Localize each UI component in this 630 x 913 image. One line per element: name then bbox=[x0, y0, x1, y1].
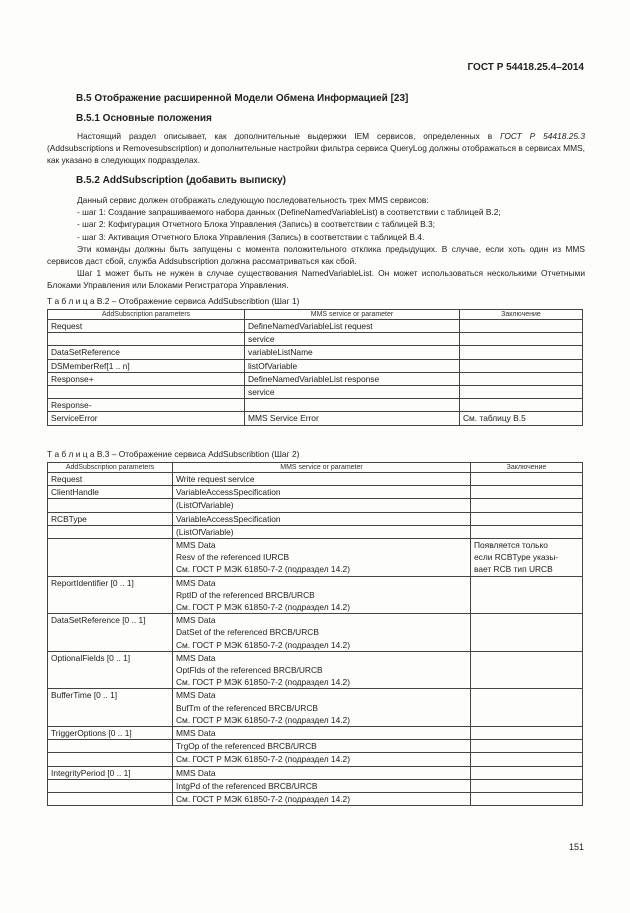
table-cell bbox=[48, 779, 173, 792]
table-cell: См. ГОСТ Р МЭК 61850-7-2 (подраздел 14.2) bbox=[173, 793, 471, 806]
table-row bbox=[48, 576, 583, 614]
table-b2-caption: Т а б л и ц а В.2 – Отображение сервиса AddSubscribtion (Шаг 1) bbox=[47, 296, 300, 306]
table-row bbox=[48, 399, 583, 412]
table-row bbox=[48, 346, 583, 359]
table-cell: MMS Data bbox=[173, 727, 471, 740]
table-cell: DSMemberRef[1 .. n] bbox=[48, 359, 245, 372]
b52-line: - шаг 1: Создание запрашиваемого набора данных (DefineNamedVariableList) в соответствии с таблицей В.2; bbox=[77, 207, 501, 218]
table-cell bbox=[471, 473, 583, 486]
table-cell: TrgOp of the referenced BRCB/URCB bbox=[173, 740, 471, 753]
table-cell: DefineNamedVariableList response bbox=[245, 372, 460, 385]
table-b2 bbox=[47, 309, 583, 426]
table-cell: VariableAccessSpecification bbox=[173, 512, 471, 525]
table-row bbox=[48, 372, 583, 385]
table-row bbox=[48, 512, 583, 525]
table-cell: ClientHandle bbox=[48, 486, 173, 499]
table-row bbox=[48, 779, 583, 792]
table-cell: TriggerOptions [0 .. 1] bbox=[48, 727, 173, 740]
table-row bbox=[48, 486, 583, 499]
table-cell: MMS Data DatSet of the referenced BRCB/URCB См. ГОСТ Р МЭК 61850-7-2 (подраздел 14.2) bbox=[173, 614, 471, 652]
table-cell bbox=[471, 614, 583, 652]
table-row bbox=[48, 793, 583, 806]
b52-line: - шаг 3: Активация Отчетного Блока Управления (Запись) в соответствии с таблицей В.4. bbox=[77, 231, 425, 242]
table-row bbox=[48, 473, 583, 486]
table-cell: Появляется только если RCBType указы- вает RCB тип URCB bbox=[471, 539, 583, 577]
section-b5-title: В.5 Отображение расширенной Модели Обмена Информацией [23] bbox=[76, 93, 409, 104]
table-cell: MMS Data bbox=[173, 766, 471, 779]
table-header-cell: AddSubscription parameters bbox=[48, 310, 245, 320]
section-b52-title: В.5.2 AddSubscription (добавить выписку) bbox=[76, 175, 286, 186]
section-b51-title: В.5.1 Основные положения bbox=[76, 113, 212, 124]
table-row bbox=[48, 539, 583, 577]
table-cell bbox=[471, 793, 583, 806]
table-cell bbox=[471, 525, 583, 538]
table-cell: listOfVariable bbox=[245, 359, 460, 372]
table-cell: См. ГОСТ Р МЭК 61850-7-2 (подраздел 14.2) bbox=[173, 753, 471, 766]
table-cell bbox=[48, 386, 245, 399]
table-cell bbox=[471, 486, 583, 499]
table-cell: Response- bbox=[48, 399, 245, 412]
b52-line: - шаг 2: Кофигурация Отчетного Блока Управления (Запись) в соответствии с таблицей В.3; bbox=[77, 219, 435, 230]
table-cell bbox=[48, 333, 245, 346]
b52-paragraph-2: Эти команды должны быть запущены с момента положительного отклика предыдущих. В случае, если хоть один из MMS сервисов даст сбой, служба Addsubscription должна рассматриваться как сбой. bbox=[47, 243, 585, 267]
table-cell: MMS Data RptID of the referenced BRCB/URCB См. ГОСТ Р МЭК 61850-7-2 (подраздел 14.2) bbox=[173, 576, 471, 614]
table-cell bbox=[48, 740, 173, 753]
table-header-cell: MMS service or parameter bbox=[245, 310, 460, 320]
table-cell bbox=[48, 753, 173, 766]
table-cell bbox=[460, 399, 583, 412]
table-cell bbox=[460, 359, 583, 372]
table-row bbox=[48, 499, 583, 512]
table-cell: Response+ bbox=[48, 372, 245, 385]
table-header-cell: Заключение bbox=[460, 310, 583, 320]
table-cell: ServiceError bbox=[48, 412, 245, 425]
table-cell bbox=[471, 753, 583, 766]
table-cell: IntgPd of the referenced BRCB/URCB bbox=[173, 779, 471, 792]
table-row bbox=[48, 753, 583, 766]
table-header-row bbox=[48, 463, 583, 473]
table-row bbox=[48, 320, 583, 333]
table-header-cell: Заключение bbox=[471, 463, 583, 473]
table-cell bbox=[460, 320, 583, 333]
table-cell bbox=[460, 346, 583, 359]
table-cell bbox=[48, 539, 173, 577]
table-cell bbox=[471, 766, 583, 779]
table-cell: service bbox=[245, 333, 460, 346]
table-cell bbox=[471, 727, 583, 740]
table-row bbox=[48, 727, 583, 740]
table-cell bbox=[460, 372, 583, 385]
table-cell: MMS Data BufTm of the referenced BRCB/URCB См. ГОСТ Р МЭК 61850-7-2 (подраздел 14.2) bbox=[173, 689, 471, 727]
table-header-row bbox=[48, 310, 583, 320]
table-cell: DefineNamedVariableList request bbox=[245, 320, 460, 333]
table-cell: VariableAccessSpecification bbox=[173, 486, 471, 499]
b51-text-1: Настоящий раздел описывает, как дополнительные выдержки IEM сервисов, определенных в bbox=[77, 131, 501, 141]
table-cell: ReportIdentifier [0 .. 1] bbox=[48, 576, 173, 614]
b52-paragraph-3: Шаг 1 может быть не нужен в случае существования NamedVariableList. Он может использоваться несколькими Отчетными Блоками Управления или Блоками Регистратора Управления. bbox=[47, 268, 585, 291]
table-cell: service bbox=[245, 386, 460, 399]
table-cell bbox=[471, 512, 583, 525]
table-header-cell: AddSubscription parameters bbox=[48, 463, 173, 473]
table-cell: Request bbox=[48, 320, 245, 333]
table-cell: variableListName bbox=[245, 346, 460, 359]
table-cell bbox=[245, 399, 460, 412]
table-cell: Request bbox=[48, 473, 173, 486]
table-cell: DataSetReference bbox=[48, 346, 245, 359]
b52-line: Данный сервис должен отображать следующую последовательность трех MMS сервисов: bbox=[77, 195, 429, 205]
table-row bbox=[48, 333, 583, 346]
table-cell: DataSetReference [0 .. 1] bbox=[48, 614, 173, 652]
table-cell: (ListOfVariable) bbox=[173, 525, 471, 538]
table-cell bbox=[471, 651, 583, 689]
table-cell: RCBType bbox=[48, 512, 173, 525]
table-row bbox=[48, 740, 583, 753]
table-cell bbox=[471, 779, 583, 792]
table-b3-caption: Т а б л и ц а В.3 – Отображение сервиса AddSubscribtion (Шаг 2) bbox=[47, 449, 300, 459]
table-cell bbox=[460, 386, 583, 399]
b51-text-2: (Addsubscriptions и Removesubscription) и дополнительные настройки фильтра сервиса QueryLog должны отображаться в сервисах MMS, как указано в следующих подразделах. bbox=[47, 143, 585, 166]
table-row bbox=[48, 525, 583, 538]
page-number: 151 bbox=[568, 842, 584, 852]
table-cell: Write request service bbox=[173, 473, 471, 486]
table-cell bbox=[460, 333, 583, 346]
table-cell: BufferTime [0 .. 1] bbox=[48, 689, 173, 727]
table-cell bbox=[48, 525, 173, 538]
table-cell: IntegrityPeriod [0 .. 1] bbox=[48, 766, 173, 779]
table-cell: См. таблицу В.5 bbox=[460, 412, 583, 425]
section-b51-paragraph bbox=[47, 130, 585, 167]
table-row bbox=[48, 689, 583, 727]
table-row bbox=[48, 766, 583, 779]
table-cell bbox=[48, 499, 173, 512]
table-cell bbox=[471, 576, 583, 614]
section-b52-body bbox=[47, 194, 585, 292]
table-cell bbox=[48, 793, 173, 806]
standard-header: ГОСТ Р 54418.25.4–2014 bbox=[467, 62, 584, 73]
table-header-cell: MMS service or parameter bbox=[173, 463, 471, 473]
table-b3 bbox=[47, 462, 583, 806]
table-row bbox=[48, 359, 583, 372]
table-cell: MMS Data OptFlds of the referenced BRCB/URCB См. ГОСТ Р МЭК 61850-7-2 (подраздел 14.2) bbox=[173, 651, 471, 689]
table-cell bbox=[471, 689, 583, 727]
table-cell: MMS Service Error bbox=[245, 412, 460, 425]
table-row bbox=[48, 412, 583, 425]
table-cell: MMS Data Resv of the referenced IURCB См. ГОСТ Р МЭК 61850-7-2 (подраздел 14.2) bbox=[173, 539, 471, 577]
table-cell bbox=[471, 499, 583, 512]
table-row bbox=[48, 614, 583, 652]
table-cell: OptionalFields [0 .. 1] bbox=[48, 651, 173, 689]
table-row bbox=[48, 386, 583, 399]
table-row bbox=[48, 651, 583, 689]
b51-ref: ГОСТ Р 54418.25.3 bbox=[500, 131, 585, 141]
table-cell: (ListOfVariable) bbox=[173, 499, 471, 512]
table-cell bbox=[471, 740, 583, 753]
